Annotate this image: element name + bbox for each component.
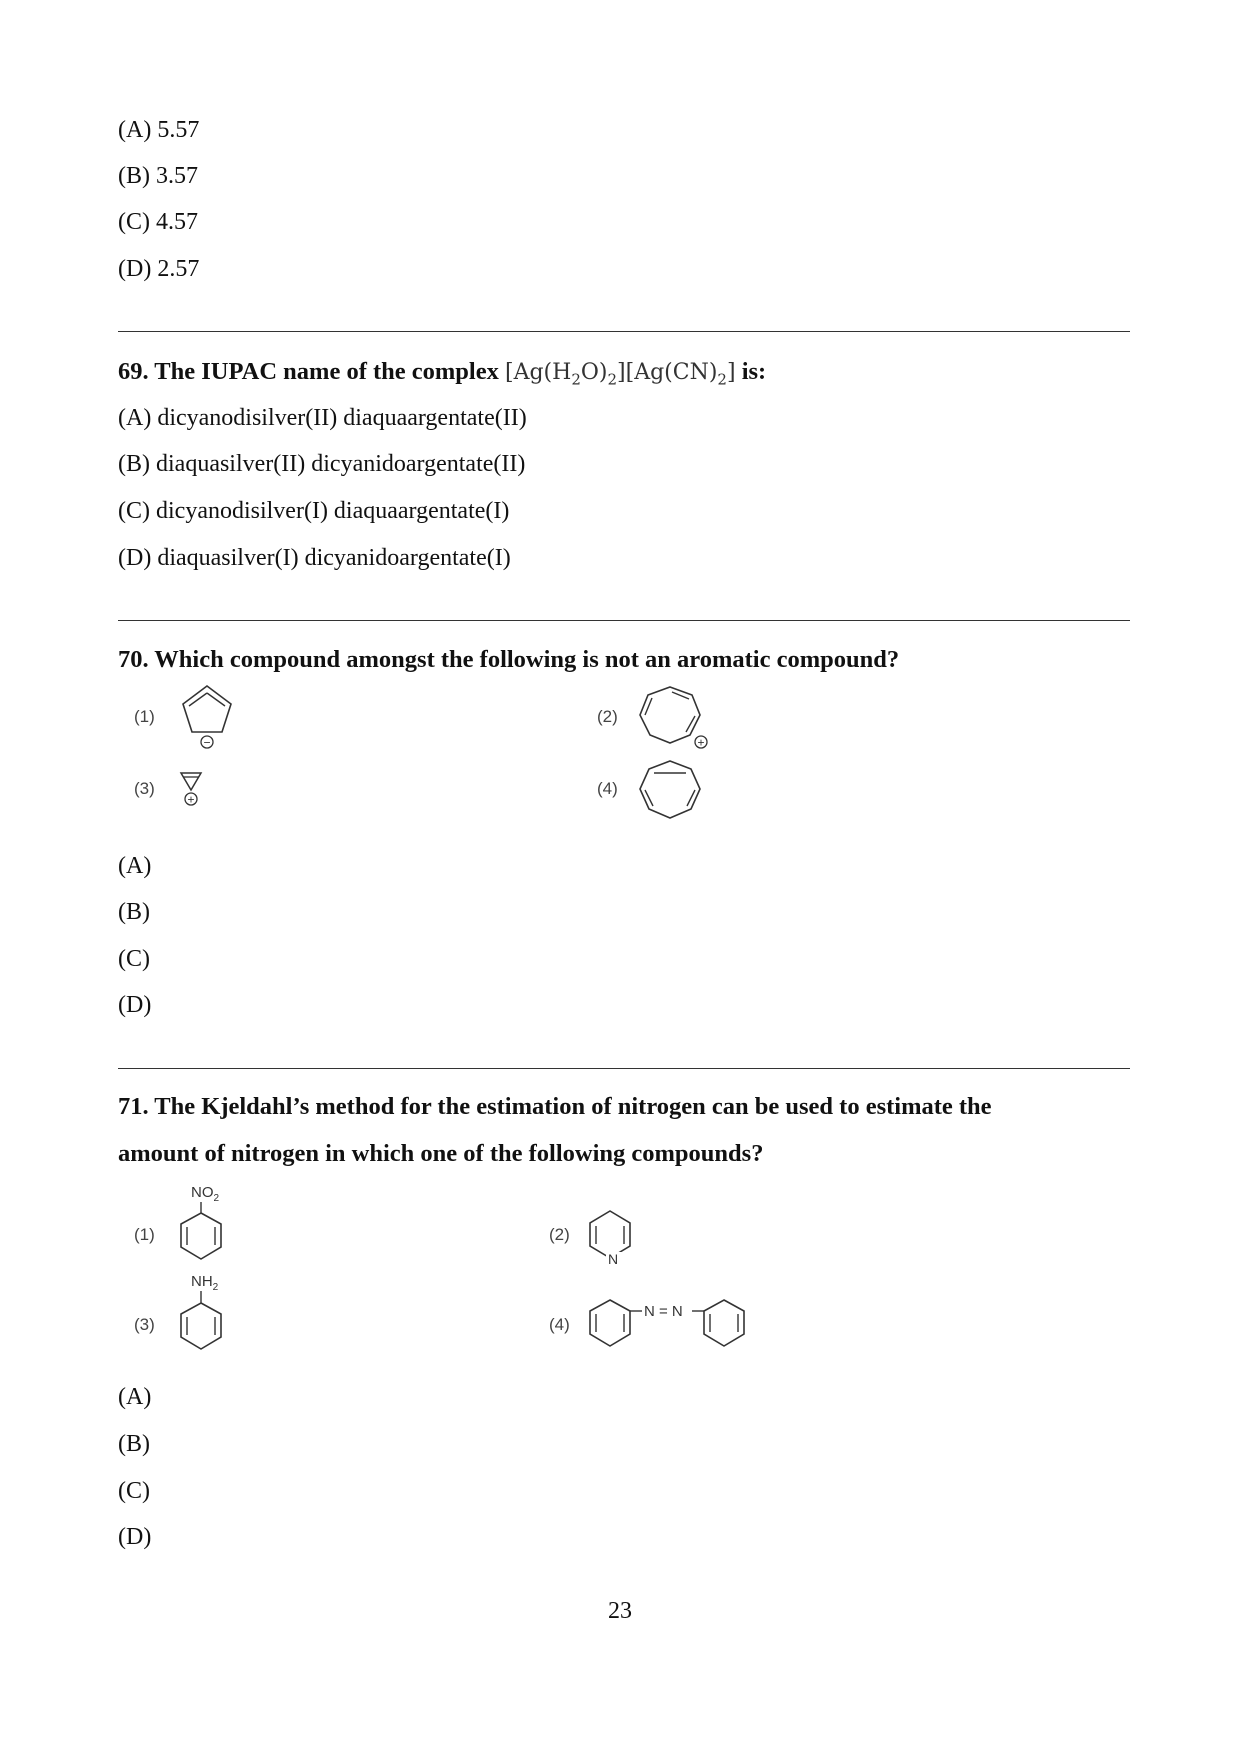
q71-structure-label-1: (1) (134, 1225, 155, 1244)
q68-option-c: (C) 4.57 (118, 209, 198, 235)
q69-option-b: (B) diaquasilver(II) dicyanidoargentate(II) (118, 451, 526, 477)
q71-question-line-1: 71. The Kjeldahl’s method for the estimation of nitrogen can be used to estimate the (118, 1093, 992, 1120)
q71-structure-label-2: (2) (549, 1225, 570, 1244)
q71-question-line-2: amount of nitrogen in which one of the following compounds? (118, 1140, 764, 1167)
q68-option-d: (D) 2.57 (118, 256, 200, 282)
q70-plus-charge-2: + (697, 735, 705, 750)
q70-plus-charge-3: + (187, 792, 195, 807)
q70-structure-label-2: (2) (597, 707, 618, 726)
q71-option-a: (A) (118, 1384, 152, 1410)
q71-option-b: (B) (118, 1431, 150, 1457)
q71-pyridine-n: N (608, 1251, 619, 1267)
q69-formula: $[Ag(H_2O)_2][Ag(CN)_2]$ (504, 360, 736, 389)
q71-option-d: (D) (118, 1524, 152, 1550)
q71-structure-label-4: (4) (549, 1315, 570, 1334)
q69-option-d: (D) diaquasilver(I) dicyanidoargentate(I) (118, 545, 511, 571)
q70-tropylium-cation-structure (634, 682, 714, 758)
q70-cyclopropenyl-cation-structure (176, 768, 206, 808)
q71-azobenzene-structure (584, 1293, 759, 1357)
q69-option-c: (C) dicyanodisilver(I) diaquaargentate(I) (118, 498, 510, 524)
q70-option-d: (D) (118, 992, 152, 1018)
q70-structure-label-4: (4) (597, 779, 618, 798)
q71-nitrobenzene-structure (176, 1178, 246, 1278)
q71-no2-group: $NO_2$ (191, 1184, 220, 1204)
divider-1 (118, 331, 1130, 332)
q69-option-a: (A) dicyanodisilver(II) diaquaargentate(II) (118, 405, 527, 431)
q70-question: 70. Which compound amongst the following is not an aromatic compound? (118, 646, 900, 673)
q71-structure-label-3: (3) (134, 1315, 155, 1334)
divider-2 (118, 620, 1130, 621)
q70-minus-charge-1: − (203, 735, 211, 750)
q71-nh2-group: $NH_2$ (191, 1273, 219, 1293)
q70-cyclopentadienyl-anion-structure (172, 682, 242, 752)
q71-aniline-structure (176, 1266, 246, 1366)
q71-pyridine-structure (584, 1205, 648, 1275)
q70-option-b: (B) (118, 899, 150, 925)
q68-option-b: (B) 3.57 (118, 163, 198, 189)
q71-option-c: (C) (118, 1478, 150, 1504)
q70-cycloheptatriene-structure (634, 756, 710, 828)
q71-azo-link: N = N (644, 1303, 683, 1320)
q70-option-c: (C) (118, 946, 150, 972)
q70-structure-label-3: (3) (134, 779, 155, 798)
q68-option-a: (A) 5.57 (118, 117, 200, 143)
q69-question: 69. The IUPAC name of the complex $[Ag(H_2O)_2][Ag(CN)_2]$ is: (118, 358, 767, 389)
q70-option-a: (A) (118, 853, 152, 879)
divider-3 (118, 1068, 1130, 1069)
page-number: 23 (608, 1598, 632, 1624)
q70-structure-label-1: (1) (134, 707, 155, 726)
